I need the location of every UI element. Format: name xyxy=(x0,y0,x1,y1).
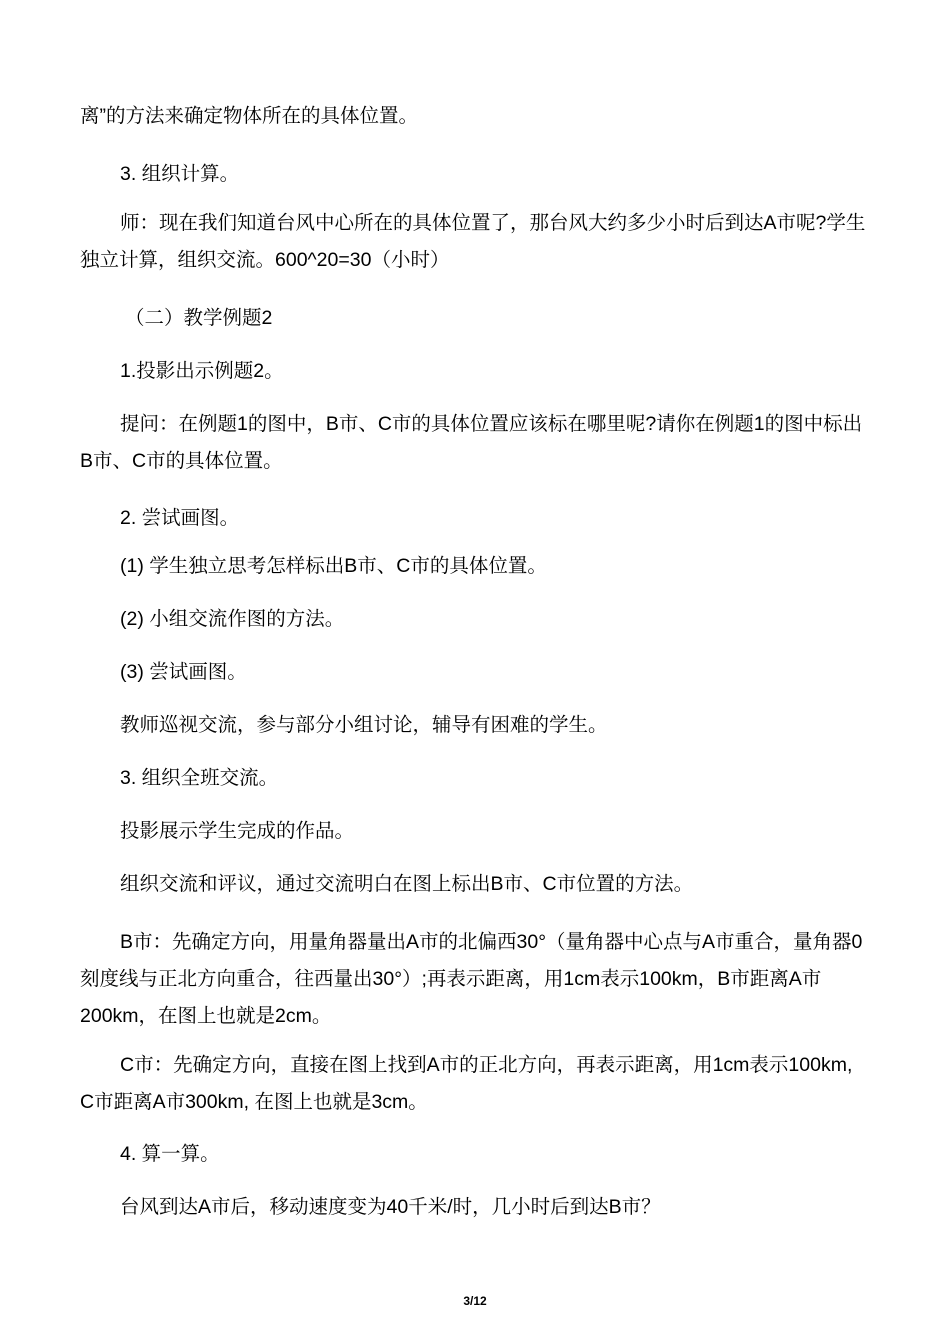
projection-works-paragraph: 投影展示学生完成的作品。 xyxy=(120,820,355,842)
page-number: 3/12 xyxy=(463,1294,487,1308)
city-c-paragraph: C市：先确定方向，直接在图上找到A市的正北方向，再表示距离，用1cm表示100km, C市距离A市300km, 在图上也就是3cm。 xyxy=(80,1054,853,1113)
step-4-calculate: 4. 算一算。 xyxy=(120,1143,220,1165)
step-1-projection: 1.投影出示例题2。 xyxy=(120,360,284,382)
typhoon-question-paragraph: 台风到达A市后，移动速度变为40千米/时，几小时后到达B市？ xyxy=(120,1196,661,1218)
paragraph-continuation: 离”的方法来确定物体所在的具体位置。 xyxy=(80,105,418,127)
step-3-class-exchange: 3. 组织全班交流。 xyxy=(120,767,279,789)
substep-3: (3) 尝试画图。 xyxy=(120,661,247,683)
question-paragraph: 提问：在例题1的图中，B市、C市的具体位置应该标在哪里呢?请你在例题1的图中标出B市、C市的具体位置。 xyxy=(80,413,863,472)
teacher-question-paragraph: 师：现在我们知道台风中心所在的具体位置了，那台风大约多少小时后到达A市呢?学生独立计算，组织交流。600^20=30（小时） xyxy=(80,212,866,271)
substep-1: (1) 学生独立思考怎样标出B市、C市的具体位置。 xyxy=(120,555,547,577)
city-b-paragraph: B市：先确定方向，用量角器量出A市的北偏西30°（量角器中心点与A市重合，量角器0刻度线与正北方向重合，往西量出30°）;再表示距离，用1cm表示100km，B市距离A市200km，在图上也就是2cm。 xyxy=(80,931,863,1027)
exchange-evaluation-paragraph: 组织交流和评议，通过交流明白在图上标出B市、C市位置的方法。 xyxy=(120,873,694,895)
section-heading-example-2: （二）教学例题2 xyxy=(125,307,273,329)
step-2-try-drawing: 2. 尝试画图。 xyxy=(120,507,240,529)
teacher-patrol-paragraph: 教师巡视交流，参与部分小组讨论，辅导有困难的学生。 xyxy=(120,714,608,736)
substep-2: (2) 小组交流作图的方法。 xyxy=(120,608,345,630)
step-3-organize-calculation: 3. 组织计算。 xyxy=(120,163,240,185)
